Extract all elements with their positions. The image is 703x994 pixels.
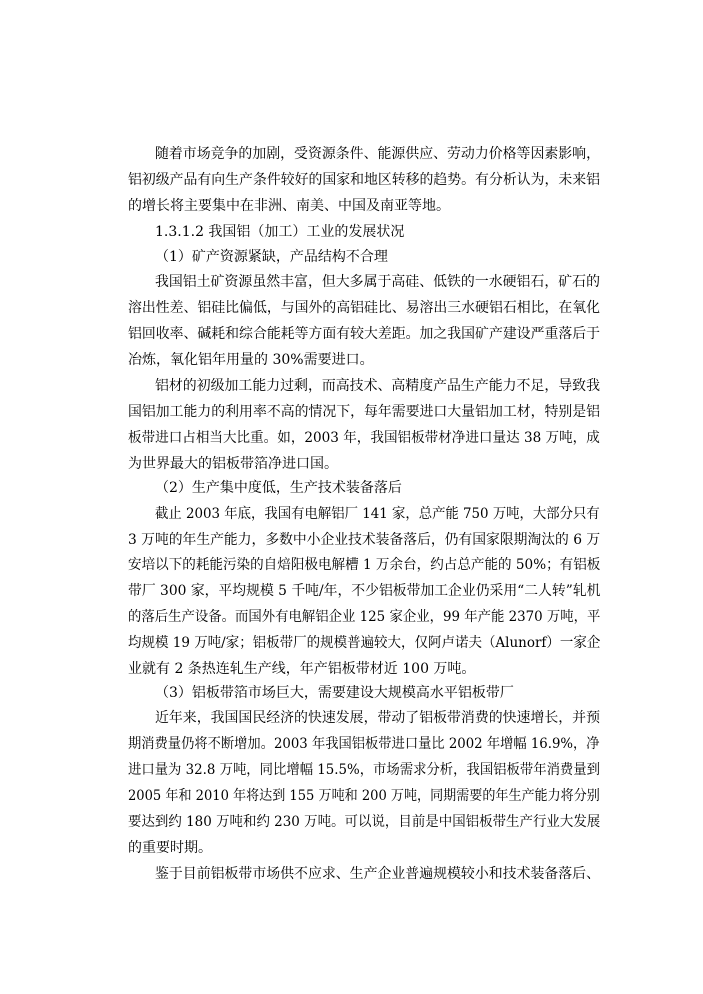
paragraph-line: 2005 年和 2010 年将达到 155 万吨和 200 万吨，同期需要的年生产能力将分别: [128, 788, 600, 804]
paragraph-line: 为世界最大的铝板带箔净进口国。: [128, 456, 338, 472]
paragraph-line: 的增长将主要集中在非洲、南美、中国及南亚等地。: [128, 198, 450, 214]
paragraph-line: 铝回收率、碱耗和综合能耗等方面有较大差距。加之我国矿产建设严重落后于: [128, 326, 601, 342]
paragraph-line: 铝初级产品有向生产条件较好的国家和地区转移的趋势。有分析认为，未来铝: [128, 172, 601, 188]
paragraph-line: 期消费量仍将不断增加。2003 年我国铝板带进口量比 2002 年增幅 16.9%，净: [128, 736, 600, 752]
paragraph-line: 我国铝土矿资源虽然丰富，但大多属于高硅、低铁的一水硬铝石，矿石的: [155, 274, 600, 290]
paragraph-line: 鉴于目前铝板带市场供不应求、生产企业普遍规模较小和技术装备落后、: [155, 866, 600, 882]
paragraph-line: 溶出性差、铝硅比偏低，与国外的高铝硅比、易溶出三水硬铝石相比，在氧化: [128, 300, 601, 316]
paragraph-line: 带厂 300 家，平均规模 5 千吨/年，不少铝板带加工企业仍采用“二人转”轧机: [128, 583, 601, 599]
paragraph-line: 板带进口占相当大比重。如，2003 年，我国铝板带材净进口量达 38 万吨，成: [128, 430, 600, 446]
subsection-heading: （2）生产集中度低，生产技术装备落后: [155, 480, 402, 496]
paragraph-line: 的落后生产设备。而国外有电解铝企业 125 家企业，99 年产能 2370 万吨，平: [128, 609, 601, 625]
paragraph-line: 进口量为 32.8 万吨，同比增幅 15.5%，市场需求分析，我国铝板带年消费量到: [128, 762, 600, 778]
paragraph-line: 冶炼，氧化铝年用量的 30%需要进口。: [128, 352, 374, 368]
paragraph-line: 截止 2003 年底，我国有电解铝厂 141 家，总产能 750 万吨，大部分只有: [155, 506, 600, 522]
paragraph-line: 国铝加工能力的利用率不高的情况下，每年需要进口大量铝加工材，特别是铝: [128, 404, 601, 420]
paragraph-line: 随着市场竞争的加剧，受资源条件、能源供应、劳动力价格等因素影响，: [155, 146, 600, 162]
section-heading: 1.3.1.2 我国铝（加工）工业的发展状况: [155, 224, 405, 240]
paragraph-line: 业就有 2 条热连轧生产线，年产铝板带材近 100 万吨。: [128, 661, 476, 677]
paragraph-line: 安培以下的耗能污染的自焙阳极电解槽 1 万余台，约占总产能的 50%；有铝板: [128, 557, 601, 573]
paragraph-line: 的重要时期。: [128, 840, 212, 856]
paragraph-line: 均规模 19 万吨/家；铝板带厂的规模普遍较大，仅阿卢诺夫（Alunorf）一家企: [128, 635, 601, 651]
paragraph-line: 近年来，我国国民经济的快速发展，带动了铝板带消费的快速增长，并预: [155, 710, 600, 726]
paragraph-line: 铝材的初级加工能力过剩，而高技术、高精度产品生产能力不足，导致我: [155, 378, 600, 394]
paragraph-line: 要达到约 180 万吨和约 230 万吨。可以说，目前是中国铝板带生产行业大发展: [128, 814, 601, 830]
paragraph-line: 3 万吨的年生产能力，多数中小企业技术装备落后，仍有国家限期淘汰的 6 万: [128, 532, 601, 548]
subsection-heading: （3）铝板带箔市场巨大，需要建设大规模高水平铝板带厂: [155, 685, 514, 701]
subsection-heading: （1）矿产资源紧缺，产品结构不合理: [155, 249, 388, 265]
